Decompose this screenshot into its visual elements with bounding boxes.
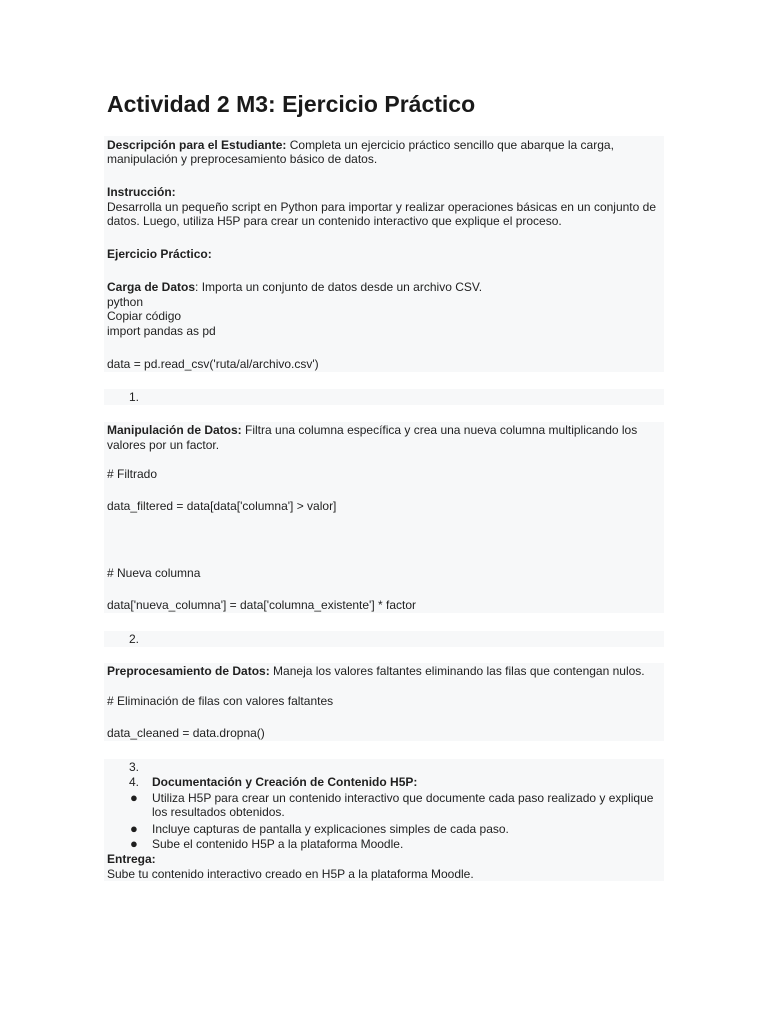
- code-drop-line: data_cleaned = data.dropna(): [107, 726, 265, 740]
- content-block-item2: [104, 631, 664, 647]
- content-block-item1: [104, 389, 664, 405]
- description-label: Descripción para el Estudiante:: [107, 138, 287, 152]
- manipulation-label: Manipulación de Datos:: [107, 423, 242, 437]
- delivery-label: Entrega:: [107, 852, 156, 866]
- manipulation-text: Filtra una columna específica y crea una nueva columna multiplicando los: [241, 423, 638, 437]
- bullet-3: Sube el contenido H5P a la plataforma Moodle.: [152, 837, 404, 851]
- description-text: Completa un ejercicio práctico sencillo que abarque la carga,: [286, 138, 614, 152]
- bullet-2: Incluye capturas de pantalla y explicaciones simples de cada paso.: [152, 822, 509, 836]
- manipulation-line-1: [107, 423, 637, 438]
- delivery-text: Sube tu contenido interactivo creado en H5P a la plataforma Moodle.: [107, 867, 474, 881]
- code-newcol-comment: # Nueva columna: [107, 566, 201, 580]
- code-filter-line: data_filtered = data[data['columna'] > valor]: [107, 499, 337, 513]
- list-number-2: 2.: [129, 632, 140, 646]
- code-newcol-line: data['nueva_columna'] = data['columna_existente'] * factor: [107, 598, 417, 612]
- bullet-icon: ●: [130, 836, 138, 851]
- instruction-label: Instrucción:: [107, 185, 176, 199]
- load-data-line: [107, 280, 482, 295]
- instruction-line-1: Desarrolla un pequeño script en Python para importar y realizar operaciones básicas en un conjunto de: [107, 200, 656, 214]
- list-number-3: 3.: [129, 760, 140, 774]
- list-number-1: 1.: [129, 390, 140, 404]
- code-language: python: [107, 295, 144, 309]
- bullet-icon: ●: [130, 821, 138, 836]
- code-filter-comment: # Filtrado: [107, 467, 158, 481]
- copy-code-button[interactable]: Copiar código: [107, 309, 182, 323]
- load-data-label: Carga de Datos: [107, 280, 196, 294]
- bullet-1-line-2: los resultados obtenidos.: [152, 805, 285, 819]
- exercise-label: Ejercicio Práctico:: [107, 247, 212, 261]
- preprocessing-text: Maneja los valores faltantes eliminando las filas que contengan nulos.: [269, 664, 645, 678]
- bullet-icon: ●: [130, 790, 138, 805]
- manipulation-line-2: valores por un factor.: [107, 438, 220, 452]
- page-title: Actividad 2 M3: Ejercicio Práctico: [107, 91, 476, 117]
- code-import-line: import pandas as pd: [107, 324, 216, 338]
- documentation-heading: Documentación y Creación de Contenido H5P:: [152, 775, 418, 789]
- code-read-line: data = pd.read_csv('ruta/al/archivo.csv'): [107, 357, 319, 371]
- load-data-text: : Importa un conjunto de datos desde un archivo CSV.: [195, 280, 483, 294]
- instruction-line-2: datos. Luego, utiliza H5P para crear un contenido interactivo que explique el proceso.: [107, 214, 562, 228]
- code-drop-comment: # Eliminación de filas con valores faltantes: [107, 694, 334, 708]
- description-line-1: [107, 138, 614, 153]
- bullet-1-line-1: Utiliza H5P para crear un contenido interactivo que documente cada paso realizado y explique: [152, 791, 654, 805]
- preprocessing-label: Preprocesamiento de Datos:: [107, 664, 270, 678]
- preprocessing-line: [107, 664, 645, 679]
- list-number-4: 4.: [129, 775, 140, 789]
- description-line-2: manipulación y preprocesamiento básico de datos.: [107, 152, 378, 166]
